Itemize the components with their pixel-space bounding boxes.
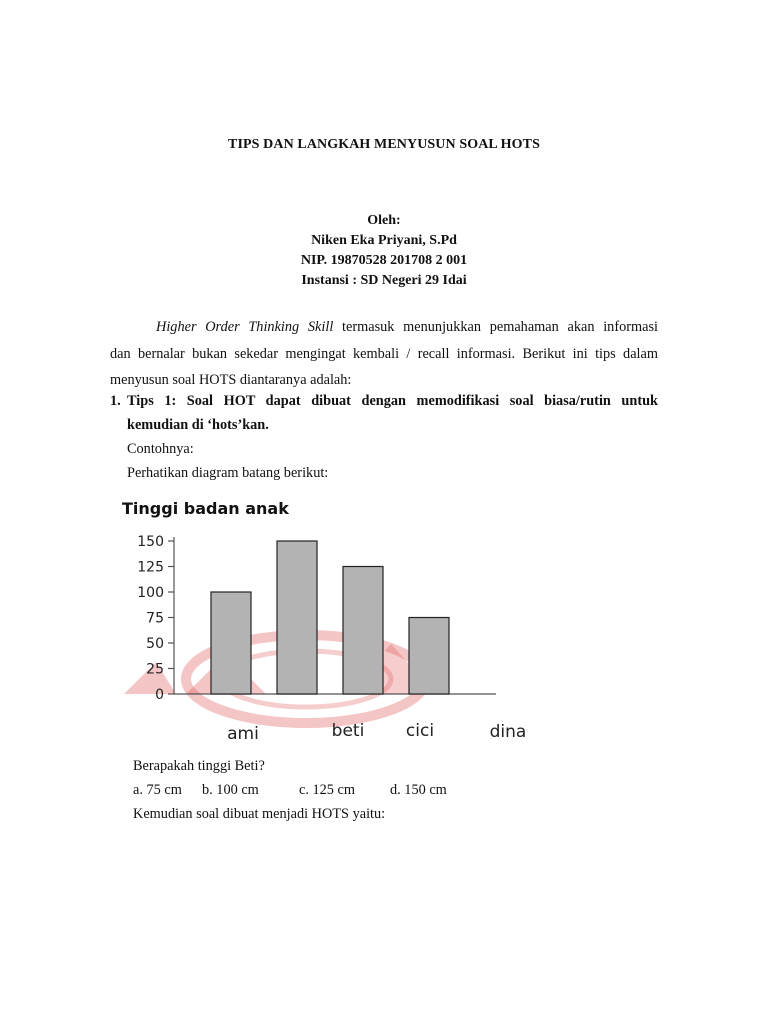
y-tick-label: 25	[146, 661, 164, 678]
y-tick-label: 150	[137, 534, 164, 550]
y-tick-label: 125	[137, 559, 164, 576]
tip-1-heading-line2: kemudian di ‘hots’kan.	[127, 417, 269, 433]
intro-line1-rest: termasuk menunjukkan pemahaman akan informasi	[333, 319, 659, 335]
tip-1-heading-line1: Tips 1: Soal HOT dapat dibuat dengan memodifikasi soal biasa/rutin untuk	[127, 393, 658, 409]
option-c: c. 125 cm	[299, 782, 355, 798]
bar-chart-svg	[116, 494, 546, 754]
author-name: Niken Eka Priyani, S.Pd	[311, 233, 457, 248]
bar-chart	[116, 494, 546, 754]
question-block	[133, 754, 653, 826]
option-a: a. 75 cm	[133, 782, 182, 798]
bar-ami	[211, 592, 251, 694]
y-tick-label: 0	[155, 687, 164, 703]
y-tick-label: 100	[137, 585, 164, 601]
question-text: Berapakah tinggi Beti?	[133, 758, 265, 774]
author-block	[0, 211, 768, 291]
x-label-ami: ami	[227, 724, 259, 744]
tip-1-example-label: Contohnya:	[127, 441, 194, 457]
author-by-label: Oleh:	[367, 213, 401, 228]
option-b: b. 100 cm	[202, 782, 259, 798]
y-tick-label: 75	[146, 610, 164, 627]
bar-cici	[343, 567, 383, 695]
tip-1-instruction: Perhatikan diagram batang berikut:	[127, 465, 329, 481]
intro-paragraph	[110, 314, 658, 394]
answer-options	[133, 778, 653, 802]
x-label-cici: cici	[405, 721, 435, 741]
author-nip: NIP. 19870528 201708 2 001	[300, 253, 468, 268]
tip-1-number: 1.	[110, 393, 121, 409]
intro-term: Higher Order Thinking Skill	[156, 319, 334, 335]
intro-first-line	[110, 314, 658, 341]
author-institution: Instansi : SD Negeri 29 Idai	[301, 273, 467, 288]
tip-1-heading	[110, 389, 658, 413]
x-label-dina: dina	[489, 722, 527, 742]
bar-dina	[409, 618, 449, 695]
bars	[211, 541, 449, 694]
intro-rest: dan bernalar bukan sekedar mengingat kembali / recall informasi. Berikut ini tips dalam menyusun soal HOTS diantaranya adalah:	[110, 345, 658, 388]
chart-title: Tinggi badan anak	[122, 499, 289, 518]
x-label-beti: beti	[331, 721, 365, 741]
option-d: d. 150 cm	[390, 782, 447, 798]
tip-1-section	[110, 389, 658, 485]
question-followup: Kemudian soal dibuat menjadi HOTS yaitu:	[133, 806, 386, 822]
bar-beti	[277, 541, 317, 694]
document-title: TIPS DAN LANGKAH MENYUSUN SOAL HOTS	[228, 137, 540, 152]
y-tick-label: 50	[146, 636, 164, 652]
